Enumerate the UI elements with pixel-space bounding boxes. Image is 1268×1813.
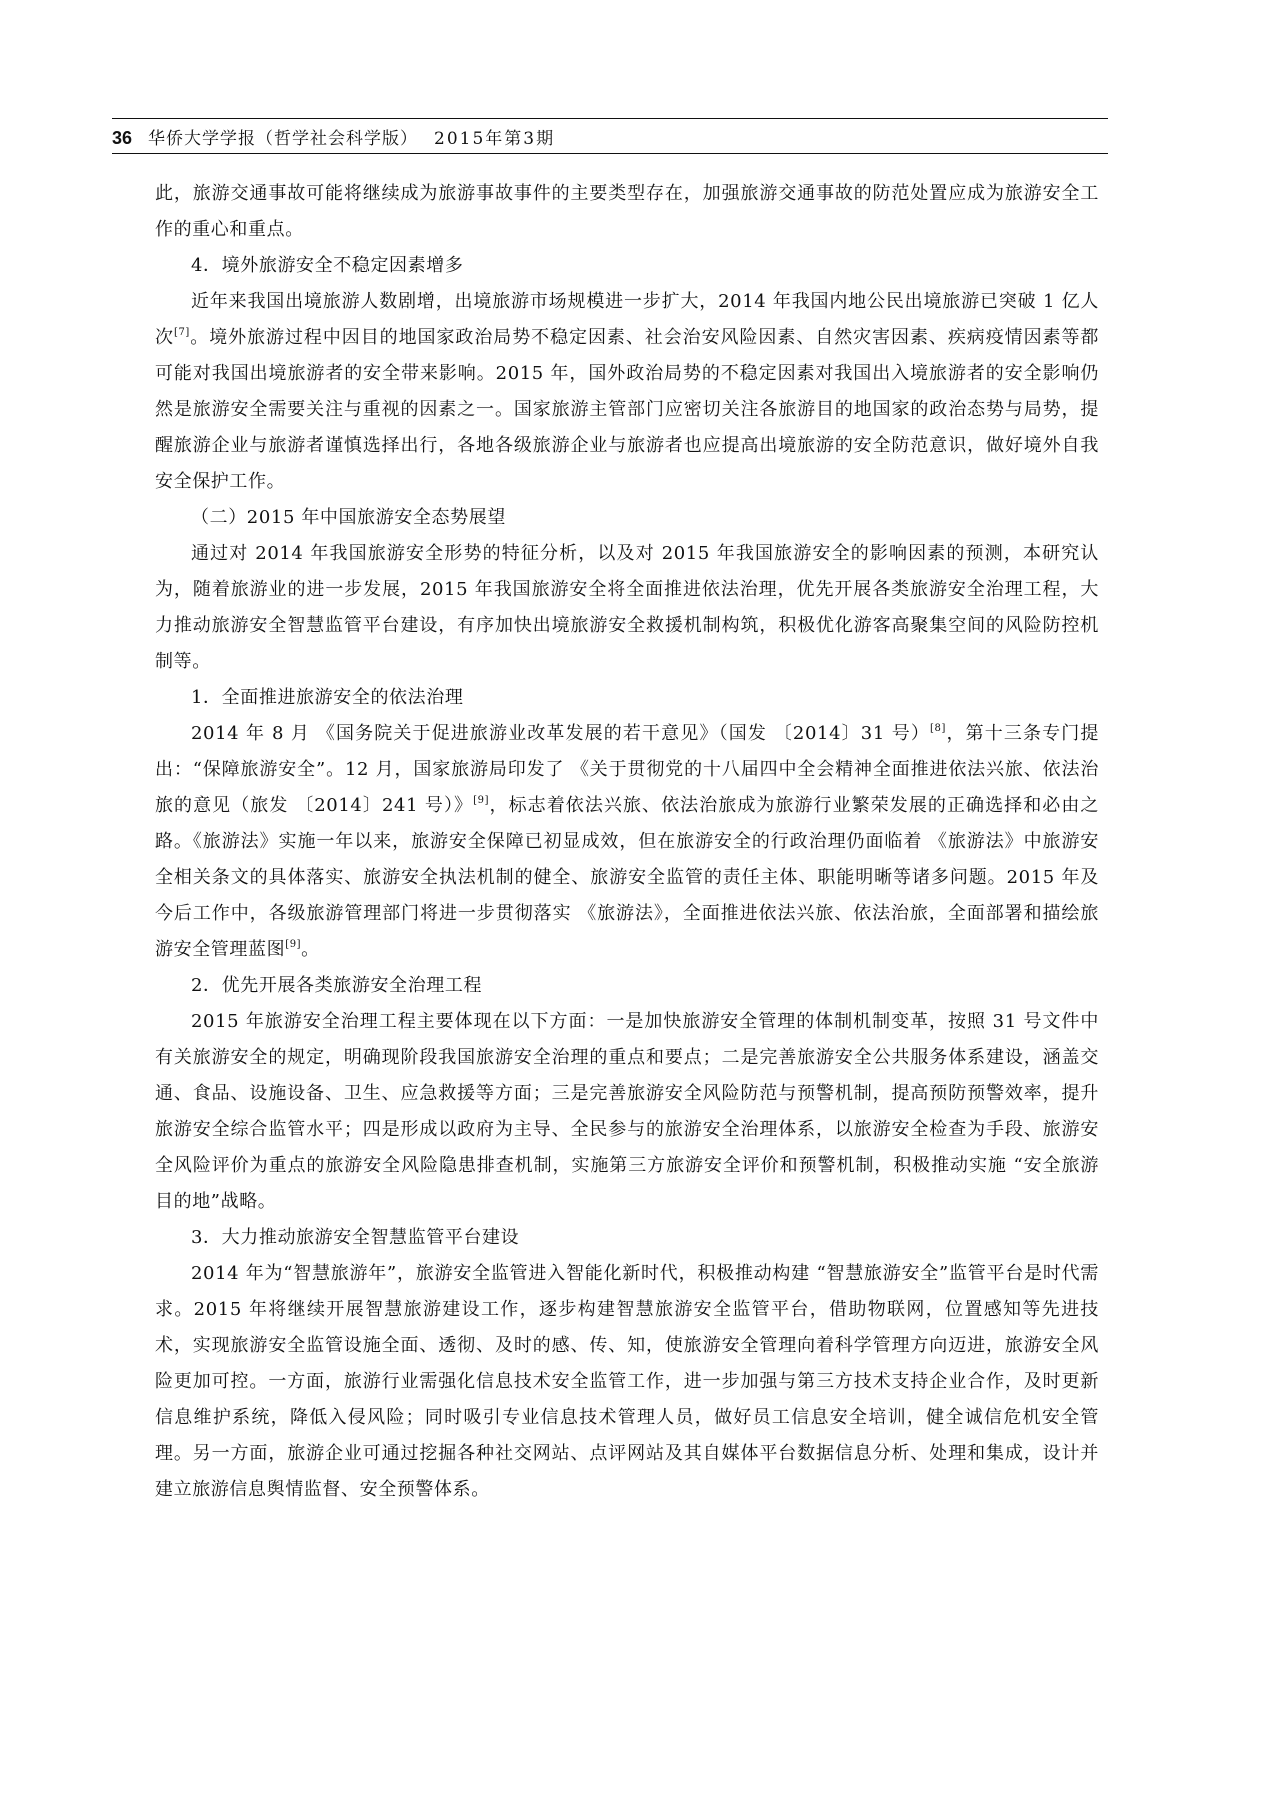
running-header	[112, 118, 1108, 154]
paragraph-overseas	[155, 284, 1099, 500]
subheading-text: 4．境外旅游安全不稳定因素增多	[191, 255, 464, 276]
subheading-governance-projects	[155, 968, 1099, 1004]
subheading-legal-governance	[155, 680, 1099, 716]
paragraph-text: 2014 年 8 月 《国务院关于促进旅游业改革发展的若干意见》（国发 〔2014〕31 号）	[191, 723, 930, 744]
paragraph-smart-platform	[155, 1256, 1099, 1508]
paragraph-governance-projects	[155, 1004, 1099, 1220]
page-number: 36	[112, 128, 133, 148]
paragraph-continued	[155, 176, 1099, 248]
citation-ref: [9]	[285, 939, 302, 950]
citation-ref: [8]	[930, 723, 946, 734]
paragraph-text: 通过对 2014 年我国旅游安全形势的特征分析，以及对 2015 年我国旅游安全的影响因素的预测，本研究认为，随着旅游业的进一步发展，2015 年我国旅游安全将全面推进依法治理，优先开展各类旅游安全治理工程，大力推动旅游安全智慧监管平台建设，有序加快出境旅游安全救援机制构筑，积极优化游客高聚集空间的风险防控机制等。	[155, 543, 1099, 672]
paragraph-text: 2014 年为“智慧旅游年”，旅游安全监管进入智能化新时代，积极推动构建 “智慧旅游安全”监管平台是时代需求。2015 年将继续开展智慧旅游建设工作，逐步构建智慧旅游安全监管平台，借助物联网，位置感知等先进技术，实现旅游安全监管设施全面、透彻、及时的感、传、知，使旅游安全管理向着科学管理方向迈进，旅游安全风险更加可控。一方面，旅游行业需强化信息技术安全监管工作，进一步加强与第三方技术支持企业合作，及时更新信息维护系统，降低入侵风险；同时吸引专业信息技术管理人员，做好员工信息安全培训，健全诚信危机安全管理。另一方面，旅游企业可通过挖掘各种社交网站、点评网站及其自媒体平台数据信息分析、处理和集成，设计并建立旅游信息舆情监督、安全预警体系。	[155, 1263, 1099, 1500]
header-bottom-rule	[112, 153, 1108, 154]
subheading-text: 2．优先开展各类旅游安全治理工程	[191, 975, 483, 996]
citation-ref: [7]	[173, 327, 190, 338]
issue-label: 2015年第3期	[434, 129, 556, 149]
paragraph-text: 此，旅游交通事故可能将继续成为旅游事故事件的主要类型存在，加强旅游交通事故的防范处置应成为旅游安全工作的重心和重点。	[155, 183, 1099, 240]
header-line	[112, 124, 555, 149]
paragraph-text: ，第十三条专门提出：“保障旅游安全”。12 月，国家旅游局印发了 《关于贯彻党的十八届四中全会精神全面推进依法兴旅、依法治旅的意见（旅发 〔2014〕241 号）》	[155, 723, 1099, 816]
subheading-text: 3．大力推动旅游安全智慧监管平台建设	[191, 1227, 520, 1248]
paragraph-legal-governance	[155, 716, 1099, 968]
paragraph-text: 。	[301, 939, 320, 960]
paragraph-outlook	[155, 536, 1099, 680]
header-top-rule	[112, 118, 1108, 119]
subheading-smart-platform	[155, 1220, 1099, 1256]
subheading-overseas-safety	[155, 248, 1099, 284]
citation-ref: [9]	[473, 795, 490, 806]
paragraph-text: 近年来我国出境旅游人数剧增，出境旅游市场规模进一步扩大，2014 年我国内地公民出境旅游已突破 1 亿人次	[155, 291, 1099, 348]
section-heading-outlook	[155, 500, 1099, 536]
journal-title: 华侨大学学报（哲学社会科学版）	[148, 129, 419, 149]
subheading-text: 1．全面推进旅游安全的依法治理	[191, 687, 464, 708]
paragraph-text: ，标志着依法兴旅、依法治旅成为旅游行业繁荣发展的正确选择和必由之路。《旅游法》实施一年以来，旅游安全保障已初显成效，但在旅游安全的行政治理仍面临着 《旅游法》中旅游安全相关条文的具体落实、旅游安全执法机制的健全、旅游安全监管的责任主体、职能明晰等诸多问题。2015 年及今后工作中，各级旅游管理部门将进一步贯彻落实 《旅游法》，全面推进依法兴旅、依法治旅，全面部署和描绘旅游安全管理蓝图	[155, 795, 1099, 960]
section-heading-text: （二）2015 年中国旅游安全态势展望	[191, 507, 506, 528]
article-body	[155, 176, 1099, 1508]
paragraph-text: 。境外旅游过程中因目的地国家政治局势不稳定因素、社会治安风险因素、自然灾害因素、疾病疫情因素等都可能对我国出境旅游者的安全带来影响。2015 年，国外政治局势的不稳定因素对我国出入境旅游者的安全影响仍然是旅游安全需要关注与重视的因素之一。国家旅游主管部门应密切关注各旅游目的地国家的政治态势与局势，提醒旅游企业与旅游者谨慎选择出行，各地各级旅游企业与旅游者也应提高出境旅游的安全防范意识，做好境外自我安全保护工作。	[155, 327, 1100, 492]
paragraph-text: 2015 年旅游安全治理工程主要体现在以下方面：一是加快旅游安全管理的体制机制变革，按照 31 号文件中有关旅游安全的规定，明确现阶段我国旅游安全治理的重点和要点；二是完善旅游安全公共服务体系建设，涵盖交通、食品、设施设备、卫生、应急救援等方面；三是完善旅游安全风险防范与预警机制，提高预防预警效率，提升旅游安全综合监管水平；四是形成以政府为主导、全民参与的旅游安全治理体系，以旅游安全检查为手段、旅游安全风险评价为重点的旅游安全风险隐患排查机制，实施第三方旅游安全评价和预警机制，积极推动实施 “安全旅游目的地”战略。	[155, 1011, 1099, 1212]
